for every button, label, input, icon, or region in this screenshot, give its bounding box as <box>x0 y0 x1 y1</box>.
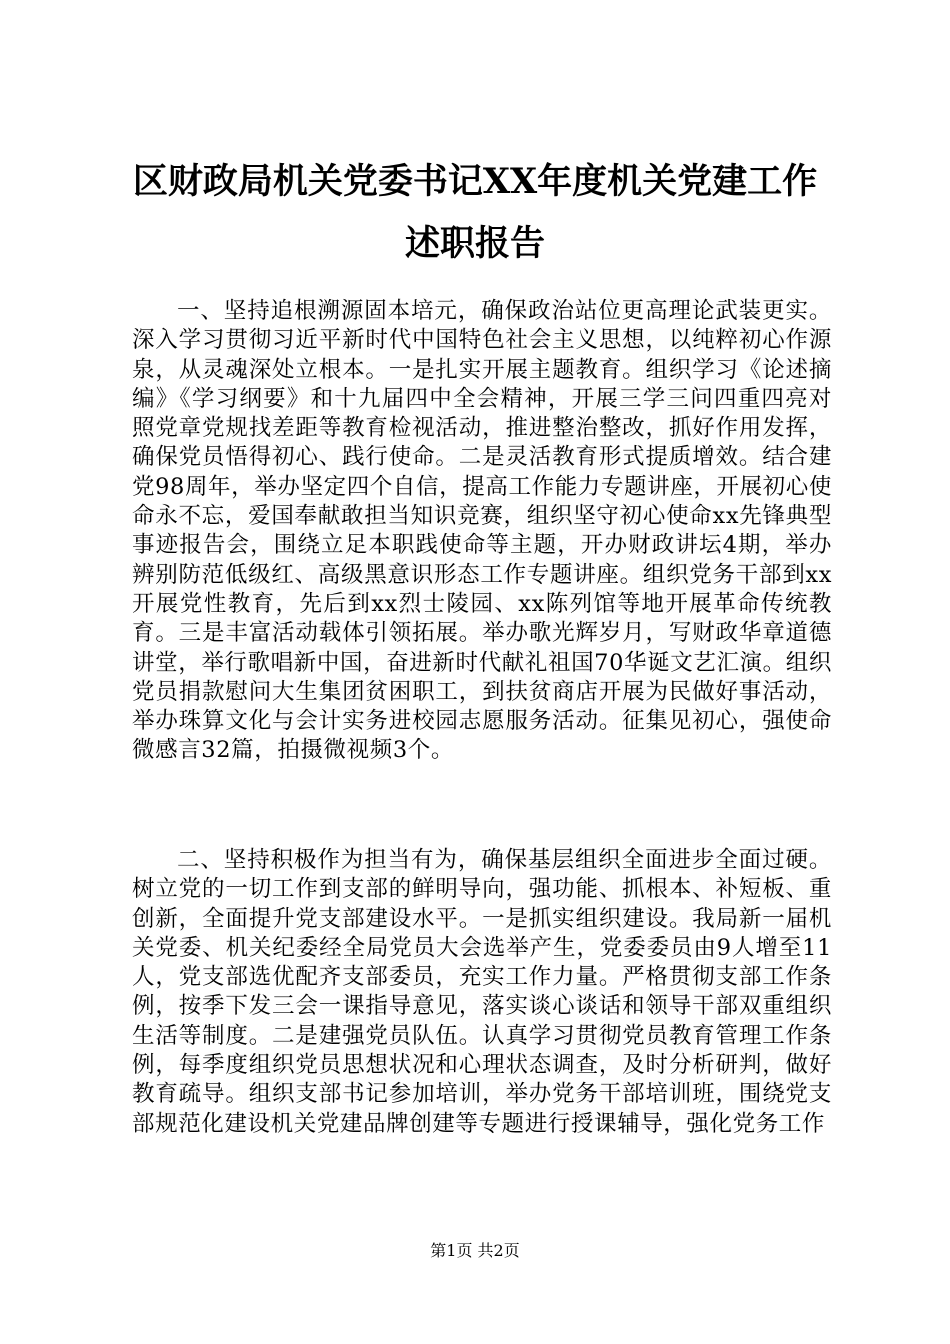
body-paragraph-2: 二、坚持积极作为担当有为，确保基层组织全面进步全面过硬。树立党的一切工作到支部的鲜明导向，强功能、抓根本、补短板、重创新，全面提升党支部建设水平。一是抓实组织建设。我局新一届机关党委、机关纪委经全局党员大会选举产生，党委委员由9人增至11人，党支部选优配齐支部委员，充实工作力量。严格贯彻支部工作条例，按季下发三会一课指导意见，落实谈心谈话和领导干部双重组织生活等制度。二是建强党员队伍。认真学习贯彻党员教育管理工作条例，每季度组织党员思想状况和心理状态调查，及时分析研判，做好教育疏导。组织支部书记参加培训，举办党务干部培训班，围绕党支部规范化建设机关党建品牌创建等专题进行授课辅导，强化党务工作 <box>132 847 832 1137</box>
page-footer: 第1页 共2页 <box>430 1241 520 1260</box>
document-title-line-2: 述职报告 <box>404 223 545 264</box>
document-title-line-1: 区财政局机关党委书记XX年度机关党建工作 <box>132 161 818 202</box>
body-paragraph-1: 一、坚持追根溯源固本培元，确保政治站位更高理论武装更实。深入学习贯彻习近平新时代中国特色社会主义思想，以纯粹初心作源泉，从灵魂深处立根本。一是扎实开展主题教育。组织学习《论述摘编》《学习纲要》和十九届四中全会精神，开展三学三问四重四亮对照党章党规找差距等教育检视活动，推进整治整改，抓好作用发挥，确保党员悟得初心、践行使命。二是灵活教育形式提质增效。结合建党98周年，举办坚定四个自信，提高工作能力专题讲座，开展初心使命永不忘，爱国奉献敢担当知识竞赛，组织坚守初心使命xx先锋典型事迹报告会，围绕立足本职践使命等主题，开办财政讲坛4期，举办辨别防范低级红、高级黑意识形态工作专题讲座。组织党务干部到xx开展党性教育，先后到xx烈士陵园、xx陈列馆等地开展革命传统教育。三是丰富活动载体引领拓展。举办歌光辉岁月，写财政华章道德讲堂，举行歌唱新中国，奋进新时代献礼祖国70华诞文艺汇演。组织党员捐款慰问大生集团贫困职工，到扶贫商店开展为民做好事活动，举办珠算文化与会计实务进校园志愿服务活动。征集见初心，强使命微感言32篇，拍摄微视频3个。 <box>132 298 832 764</box>
